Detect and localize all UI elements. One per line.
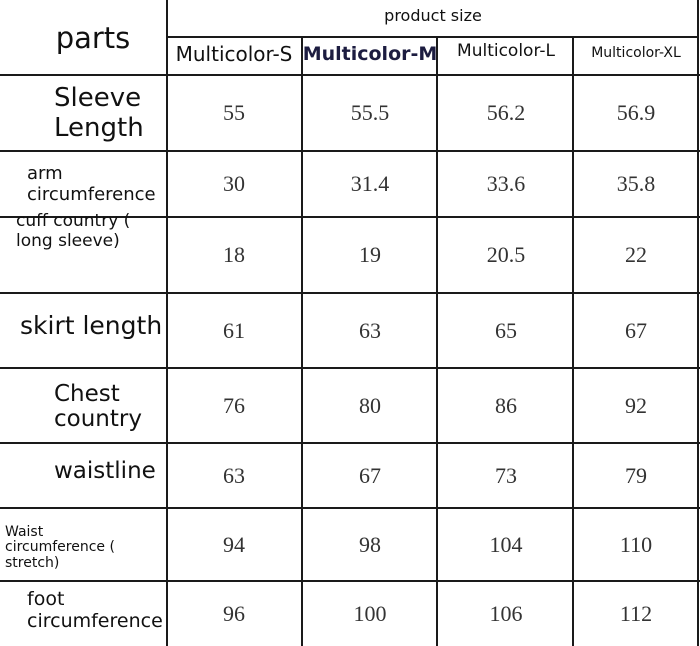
value-cell: 61 xyxy=(223,317,245,343)
value-cell: 63 xyxy=(359,317,381,343)
value-cell: 73 xyxy=(495,462,517,488)
value-cell: 33.6 xyxy=(486,171,526,196)
part-label-waist-circumference: Waist circumference ( stretch) xyxy=(5,524,115,571)
value-cell: 56.2 xyxy=(486,100,526,125)
value-cell: 65 xyxy=(495,317,517,343)
value-cell: 20.5 xyxy=(486,242,526,267)
parts-header: parts xyxy=(55,21,131,55)
part-label-skirt-length: skirt length xyxy=(20,311,163,340)
part-label-chest: Chest country xyxy=(54,381,142,433)
value-cell: 96 xyxy=(223,601,245,626)
value-cell: 104 xyxy=(489,531,523,557)
value-cell: 80 xyxy=(359,392,381,418)
value-cell: 19 xyxy=(359,242,381,267)
value-cell: 56.9 xyxy=(616,100,656,125)
value-cell: 92 xyxy=(625,392,647,418)
value-cell: 100 xyxy=(353,601,387,626)
size-header-l: Multicolor-L xyxy=(457,41,555,61)
value-cell: 67 xyxy=(625,317,647,343)
value-cell: 22 xyxy=(625,242,647,267)
value-cell: 31.4 xyxy=(350,171,390,196)
value-cell: 30 xyxy=(223,171,245,196)
part-label-foot-circumference: foot circumference xyxy=(27,588,163,632)
value-cell: 35.8 xyxy=(616,171,656,196)
size-header-m: Multicolor-M xyxy=(302,43,438,65)
value-cell: 98 xyxy=(359,531,381,557)
value-cell: 63 xyxy=(223,462,245,488)
product-size-header: product size xyxy=(384,5,482,25)
value-cell: 112 xyxy=(619,601,653,626)
part-label-sleeve-length: Sleeve Length xyxy=(54,83,144,144)
value-cell: 18 xyxy=(223,242,245,267)
size-header-s: Multicolor-S xyxy=(175,42,293,66)
value-cell: 79 xyxy=(625,462,647,488)
value-cell: 55 xyxy=(223,100,245,125)
value-cell: 67 xyxy=(359,462,381,488)
value-cell: 94 xyxy=(223,531,245,557)
value-cell: 86 xyxy=(495,392,517,418)
value-cell: 106 xyxy=(489,601,523,626)
part-label-cuff: cuff country ( long sleeve) xyxy=(16,211,131,251)
part-label-arm-circumference: arm circumference xyxy=(27,163,156,205)
value-cell: 110 xyxy=(619,531,653,557)
value-cell: 76 xyxy=(223,392,245,418)
size-header-xl: Multicolor-XL xyxy=(591,45,681,61)
value-cell: 55.5 xyxy=(350,100,390,125)
part-label-waistline: waistline xyxy=(54,458,156,484)
